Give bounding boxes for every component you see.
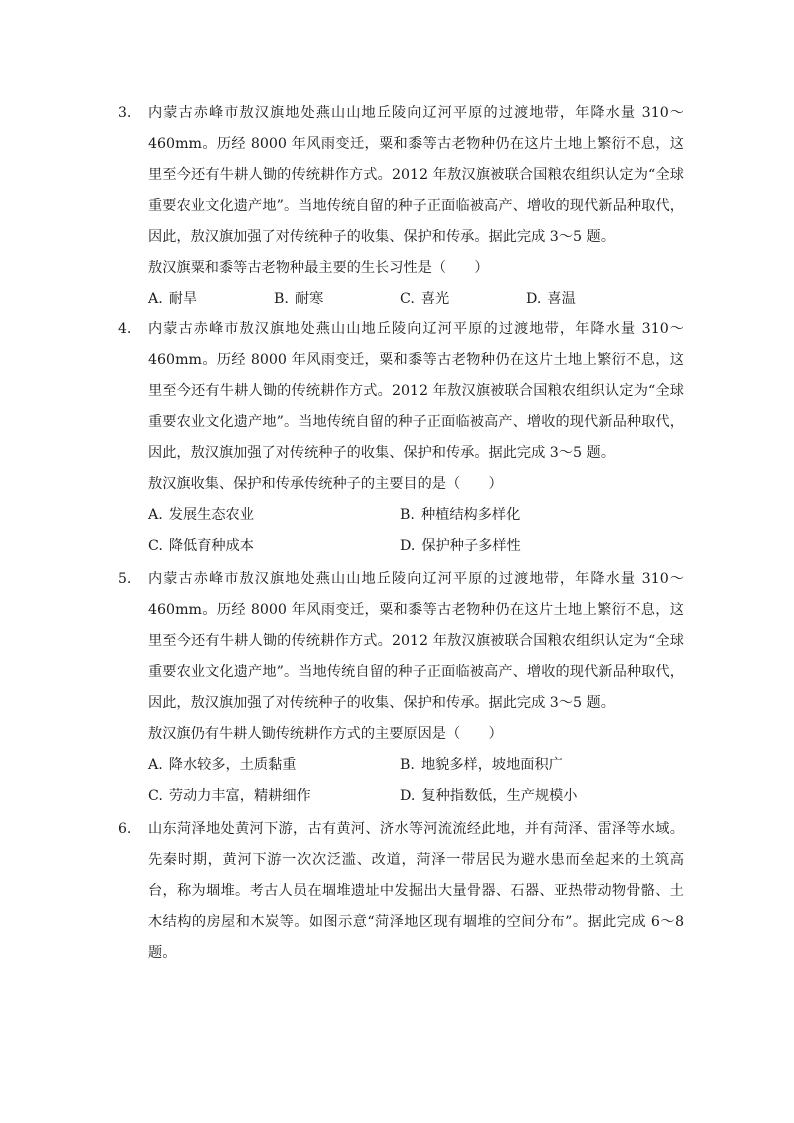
option-a[interactable]: A. 耐旱 <box>148 291 198 307</box>
option-c[interactable]: C. 劳动力丰富，精耕细作 <box>148 788 311 804</box>
option-a[interactable]: A. 降水较多，土质黏重 <box>148 757 297 773</box>
question-number: 3. <box>118 105 132 121</box>
option-b[interactable]: B. 地貌多样，坡地面积广 <box>400 757 563 773</box>
question-6 <box>118 814 684 961</box>
question-number: 4. <box>118 321 132 337</box>
question-5 <box>118 564 684 814</box>
option-b[interactable]: B. 种植结构多样化 <box>400 507 521 523</box>
option-d[interactable]: D. 复种指数低，生产规模小 <box>400 788 578 804</box>
question-passage: 山东菏泽地处黄河下游，古有黄河、济水等河流流经此地，并有菏泽、雷泽等水域。先秦时期，黄河下游一次次泛滥、改道，菏泽一带居民为避水患而垒起来的土筑高台，称为堌堆。考古人员在堌堆遗址中发掘出大量骨器、石器、亚热带动物骨骼、土木结构的房屋和木炭等。如图示意“菏泽地区现有堌堆的空间分布”。据此完成 6～8 题。 <box>148 821 684 961</box>
question-3 <box>118 98 684 316</box>
question-passage: 内蒙古赤峰市敖汉旗地处燕山山地丘陵向辽河平原的过渡地带，年降水量 310～460mm。历经 8000 年风雨变迁，粟和黍等古老物种仍在这片土地上繁衍不息，这里至今还有牛耕人锄的传统耕作方式。2012 年敖汉旗被联合国粮农组织认定为“全球重要农业文化遗产地”。当地传统自留的种子正面临被高产、增收的现代新品种取代，因此，敖汉旗加强了对传统种子的收集、保护和传承。据此完成 3～5 题。 <box>148 571 684 711</box>
option-d[interactable]: D. 喜温 <box>526 291 576 307</box>
question-stem: 敖汉旗仍有牛耕人锄传统耕作方式的主要原因是（ ） <box>148 726 503 742</box>
option-c[interactable]: C. 降低育种成本 <box>148 538 254 554</box>
option-c[interactable]: C. 喜光 <box>400 291 450 307</box>
option-b[interactable]: B. 耐寒 <box>274 291 324 307</box>
option-d[interactable]: D. 保护种子多样性 <box>400 538 521 554</box>
question-4 <box>118 314 684 564</box>
question-number: 5. <box>118 571 132 587</box>
question-stem: 敖汉旗收集、保护和传承传统种子的主要目的是（ ） <box>148 476 503 492</box>
question-passage: 内蒙古赤峰市敖汉旗地处燕山山地丘陵向辽河平原的过渡地带，年降水量 310～460mm。历经 8000 年风雨变迁，粟和黍等古老物种仍在这片土地上繁衍不息，这里至今还有牛耕人锄的传统耕作方式。2012 年敖汉旗被联合国粮农组织认定为“全球重要农业文化遗产地”。当地传统自留的种子正面临被高产、增收的现代新品种取代，因此，敖汉旗加强了对传统种子的收集、保护和传承。据此完成 3～5 题。 <box>148 105 684 245</box>
option-a[interactable]: A. 发展生态农业 <box>148 507 254 523</box>
question-passage: 内蒙古赤峰市敖汉旗地处燕山山地丘陵向辽河平原的过渡地带，年降水量 310～460mm。历经 8000 年风雨变迁，粟和黍等古老物种仍在这片土地上繁衍不息，这里至今还有牛耕人锄的传统耕作方式。2012 年敖汉旗被联合国粮农组织认定为“全球重要农业文化遗产地”。当地传统自留的种子正面临被高产、增收的现代新品种取代，因此，敖汉旗加强了对传统种子的收集、保护和传承。据此完成 3～5 题。 <box>148 321 684 461</box>
question-stem: 敖汉旗粟和黍等古老物种最主要的生长习性是（ ） <box>148 260 489 276</box>
question-number: 6. <box>118 821 132 837</box>
